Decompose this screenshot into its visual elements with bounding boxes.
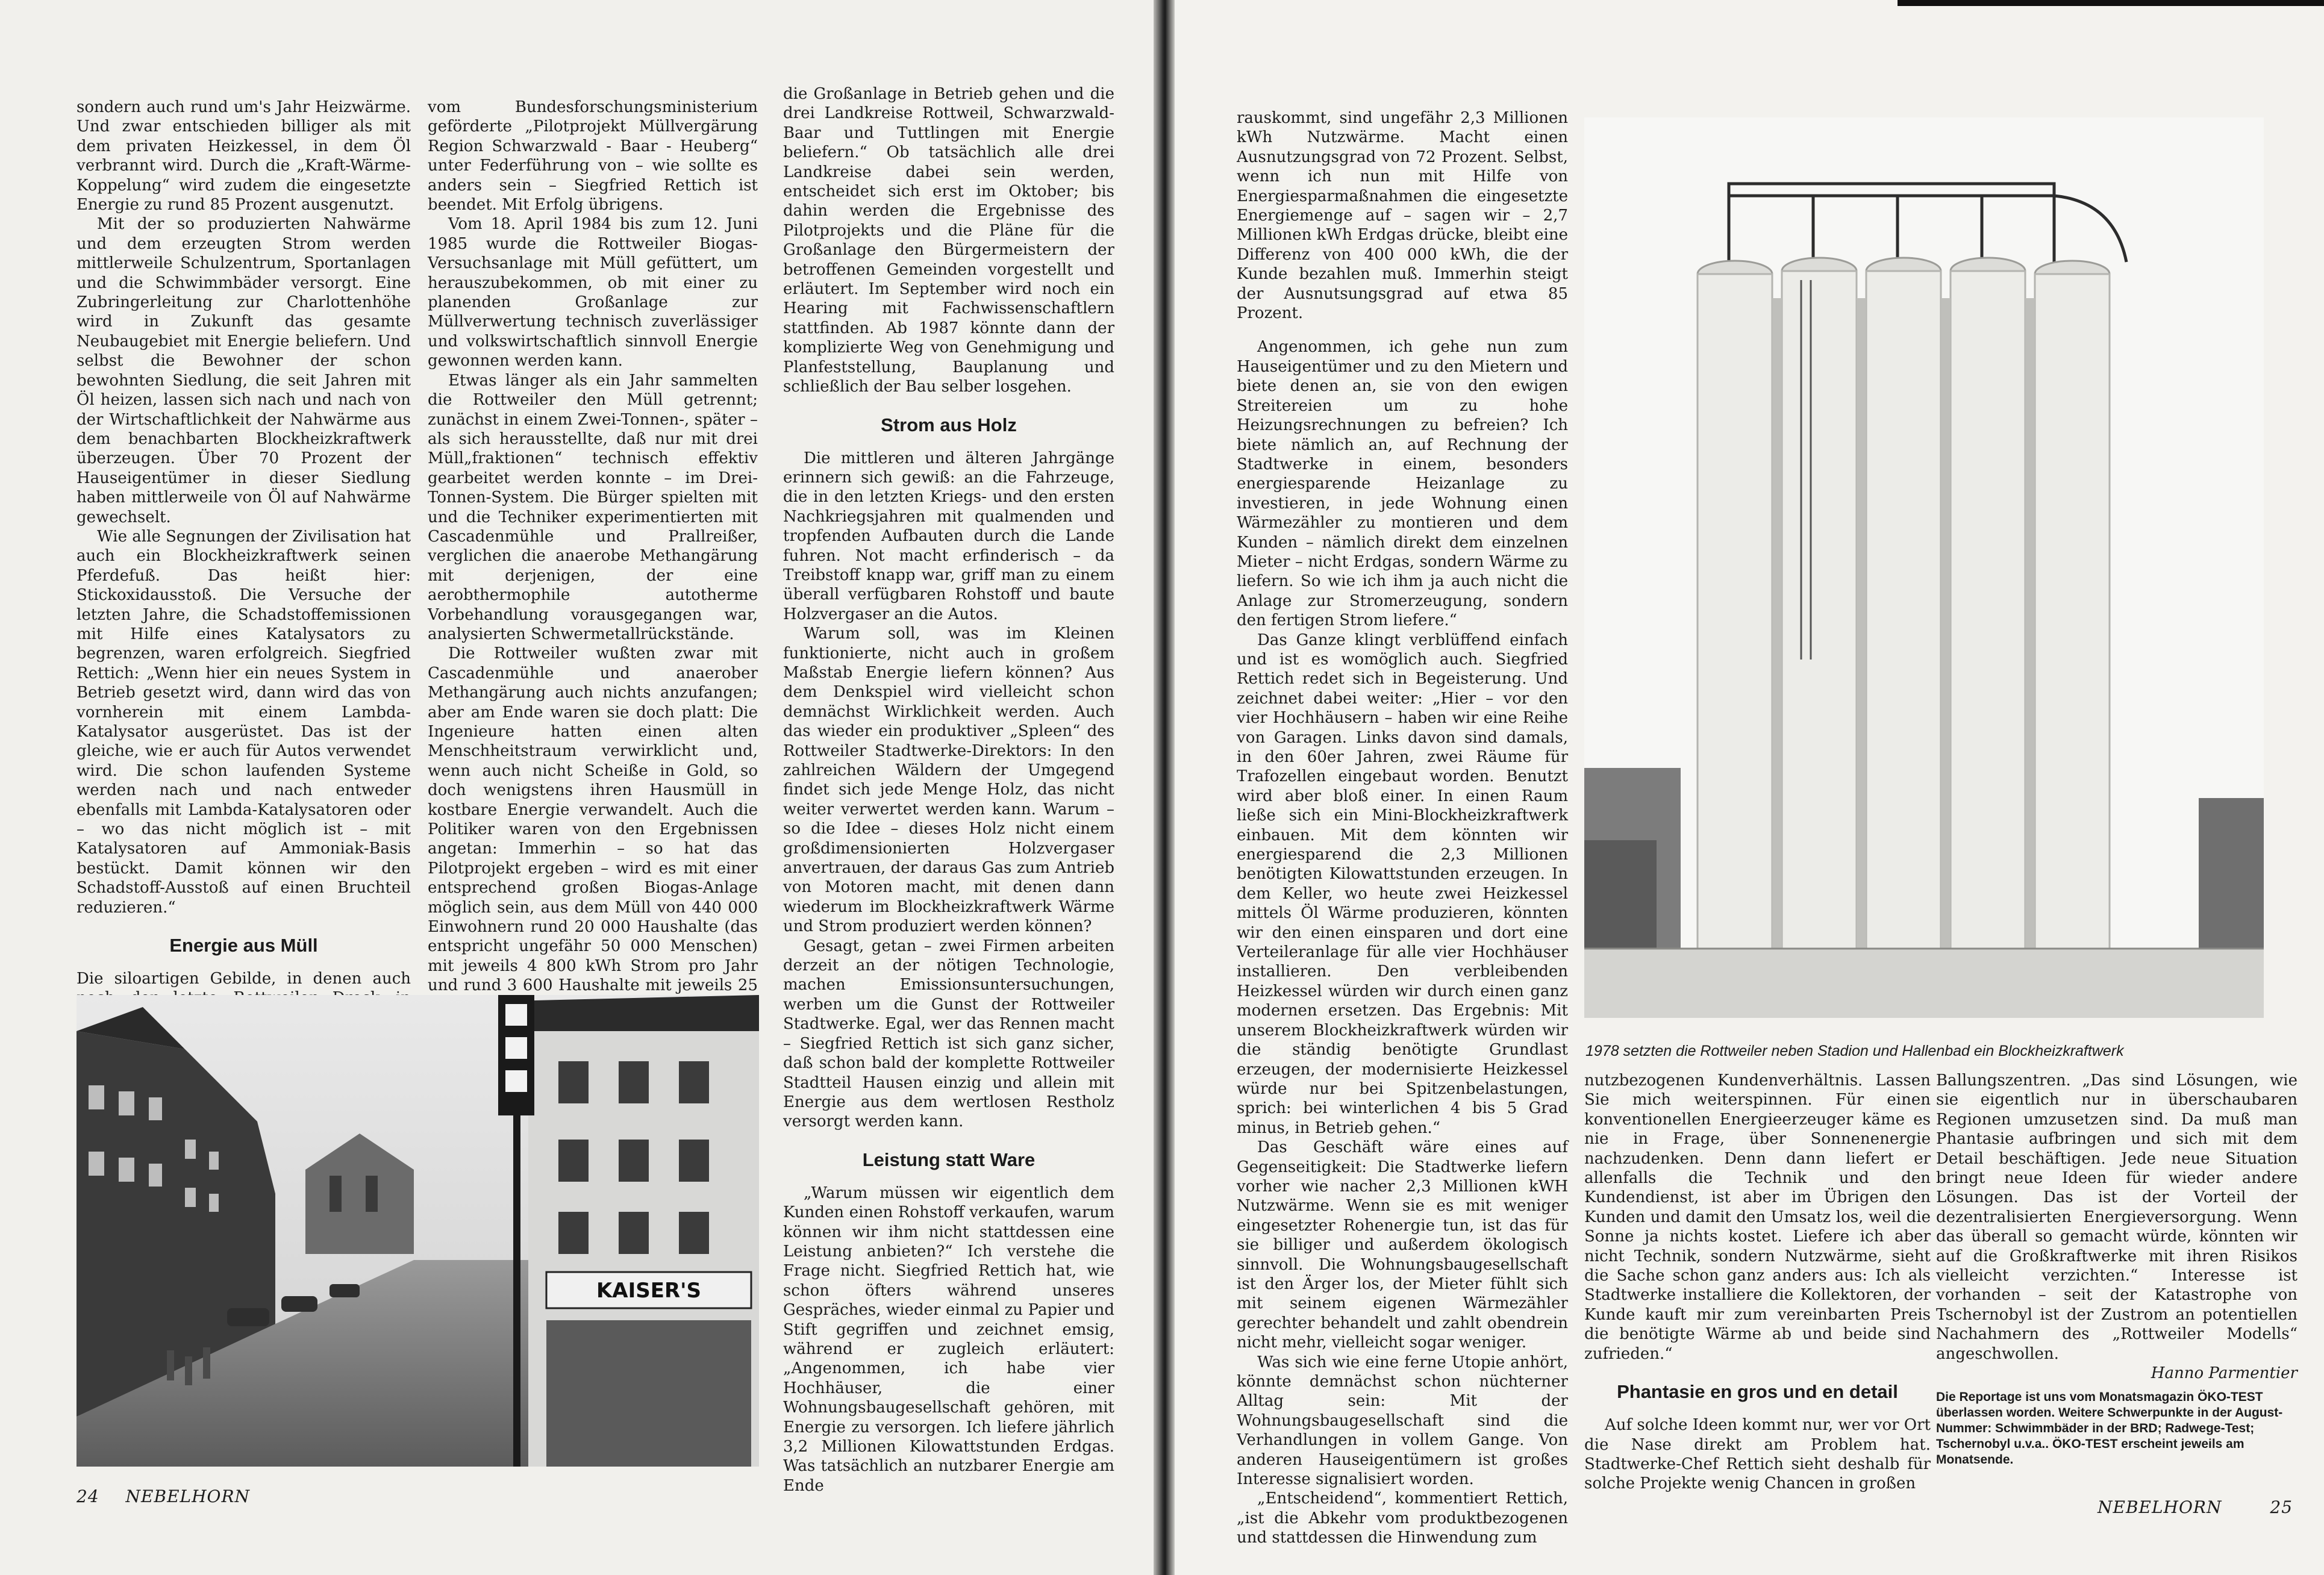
silo-photo [1584, 117, 2264, 1018]
paragraph: Vom 18. April 1984 bis zum 12. Juni 1985 wurde die Rottweiler Biogas-Versuchsanlage mit Müll gefüttert, um herauszubekommen, ob mit einer zu planenden Großanlage zur Müllverwertung technisch zuverlässiger und volkswirtschaftlich sinnvoll Energie gewonnen werden kann. [428, 215, 758, 370]
section-heading-holz: Strom aus Holz [881, 414, 1017, 435]
paragraph: nutzbezogenen Kundenverhältnis. Lassen Sie mich weiterspinnen. Für einen konventionellen Energieerzeuger käme es nie in Frage, über Sonnenenergie nachzudenken. Denn dann liefert er allenfalls die Technik und den Kundendienst, ist aber im Übrigen den Kunden und damit den Umsatz los, weil die Sonne ja nichts kostet. Liefere ich aber nicht Technik, sondern Nutzwärme, sieht die Sache schon ganz anders aus: Ich als Stadtwerke installiere die Kollektoren, der Kunde kauft mir zum vereinbarten Preis die benötigte Wärme ab und beide sind zufrieden.“ [1584, 1071, 1931, 1363]
left-page [0, 0, 1154, 1575]
paragraph: Ballungszentren. „Das sind Lösungen, wie sie eigentlich nur in überschaubaren Regionen umzusetzen sind. Da muß man Phantasie aufbringen und sich mit dem Detail beschäftigen. Jede neue Situation bringt neue Ideen für wieder andere Lösungen. Das ist der Vorteil der dezentralisierten Energieversorgung. Wenn das überall so gemacht würde, könnten wir auf die Großkraftwerke mit ihren Risikos vielleicht verzichten.“ Interesse ist vorhanden – seit der Katastrophe von Tschernobyl ist der Zustrom an potentiellen Nachahmern des „Rottweiler Modells“ angeschwollen. [1936, 1071, 2297, 1363]
paragraph: Das Ganze klingt verblüffend einfach und ist es womöglich auch. Siegfried Rettich redet sich in Begeisterung. Und zeichnet dabei weiter: „Hier – vor den vier Hochhäusern – haben wir eine Reihe von Garagen. Links davon sind damals, in den 60er Jahren, zwei Räume für Trafozellen eingebaut worden. Benutzt wird aber bloß einer. In einen Raum ließe sich ein Mini-Blockheizkraftwerk einbauen. Mit dem könnten wir energiesparend die 2,3 Millionen benötigten Kilowattstunden erzeugen. In dem Keller, wo heute zwei Heizkessel mittels Öl Wärme produzieren, könnten wir den einen einsparen und dort eine Verteileranlage für alle vier Hochhäuser installieren. Den verbleibenden Heizkessel würden wir durch einen ganz modernen ersetzen. Das Ergebnis: Mit unserem Blockheizkraftwerk würden wir die ständig benötigte Grundlast erzeugen, der modernisierte Heizkessel würde nur bei Spitzenbelastungen, sprich: bei winterlichen 4 bis 5 Grad minus, in Betrieb gehen.“ [1237, 631, 1568, 1137]
page-number: 25 [2270, 1497, 2293, 1517]
paragraph: Etwas länger als ein Jahr sammelten die Rottweiler den Müll getrennt; zunächst in einem Zwei-Tonnen-, später – als sich herausstellte, daß nur mit drei Müll„fraktionen“ technisch effektiv gearbeitet werden konnte – im Drei-Tonnen-System. Die Bürger spielten mit und die Techniker experimentierten mit Cascadenmühle und Prallreißer, verglichen die anaerobe Methangärung mit derjenigen, der eine aerobthermophile autotherme Vorbehandlung vorausgegangen war, analysierten Schwermetallrückstände. [428, 371, 758, 643]
reprint-note: Die Reportage ist uns vom Monatsmagazin ÖKO-TEST überlassen worden. Weitere Schwerpunkte in der August-Nummer: Schwimmbäder in der BRD; Radwege-Test; Tschernobyl u.v.a.. ÖKO-TEST erscheint jeweils am Monatsende. [1936, 1389, 2283, 1467]
paragraph: Was sich wie eine ferne Utopie anhört, könnte demnächst schon nüchterner Alltag sein: Mit der Wohnungsbaugesellschaft sind die Verhandlungen in vollem Gange. Von anderen Hauseigentümern ist großes Interesse signalisiert worden. [1237, 1353, 1568, 1489]
shop-sign-text: KAISER'S [596, 1279, 702, 1303]
section-heading-phantasie: Phantasie en gros und en detail [1617, 1381, 1898, 1403]
paragraph: Wie alle Segnungen der Zivilisation hat auch ein Blockheizkraftwerk seinen Pferdefuß. Das heißt hier: Stickoxidausstoß. Die Versuche der letzten Jahre, die Schadstoffemissionen mit Hilfe eines Katalysators zu begrenzen, waren erfolgreich. Siegfried Rettich: „Wenn hier ein neues System in Betrieb gesetzt wird, dann wird das von vornherein mit einem Lambda-Katalysator ausgerüstet. Das ist der gleiche, wie er auch für Autos verwendet wird. Die schon laufenden Systeme werden nach und nach entweder ebenfalls mit Lambda-Katalysatoren oder – wo das nicht möglich ist – mit Katalysatoren auf Ammoniak-Basis bestückt. Damit können wir den Schadstoff-Ausstoß auf einen Bruchteil reduzieren.“ [77, 527, 411, 917]
page-number: 24 [77, 1486, 99, 1506]
right-column-3 [1936, 1071, 2297, 1468]
paragraph: die Großanlage in Betrieb gehen und die drei Landkreise Rottweil, Schwarzwald-Baar und Tuttlingen mit Energie beliefern.“ Ob tatsächlich alle drei Landkreise dabei sein werden, entscheidet sich erst im Oktober; bis dahin werden die Ergebnisse des Pilotprojekts und die Pläne für die Großanlage den Bürgermeistern der betroffenen Gemeinden vorgestellt und erläutert. Im September wird noch ein Hearing mit Fachwissenschaftlern stattfinden. Ab 1987 könnte dann der komplizierte Weg von Genehmigung und Planfeststellung, Bauplanung und schließlich der Bau selber losgehen. [783, 85, 1114, 396]
paragraph: rauskommt, sind ungefähr 2,3 Millionen kWh Nutzwärme. Macht einen Ausnutzungsgrad von 72 Prozent. Selbst, wenn ich nun mit Hilfe von Energiesparmaßnahmen die eingesetzte Energiemenge auf – sagen wir – 2,7 Millionen kWh Erdgas drücke, bleibt eine Differenz von 400 000 kWh, die der Kunde bezahlen muß. Immerhin steigt der Ausnutsungsgrad auf etwa 85 Prozent. [1237, 109, 1568, 323]
left-column-3 [783, 84, 1114, 1495]
street-photo [77, 995, 759, 1467]
paragraph: „Warum müssen wir eigentlich dem Kunden einen Rohstoff verkaufen, warum können wir ihm nicht stattdessen eine Leistung anbieten?“ Ich verstehe die Frage nicht. Siegfried Rettich hat, wie schon öfters während unseres Gespräches, wieder einmal zu Papier und Stift gegriffen und zeichnet emsig, während er zugleich erläutert: „Angenommen, ich habe vier Hochhäuser, die einer Wohnungsbaugesellschaft gehören, mit Energie zu versorgen. Ich liefere jährlich 3,2 Millionen Kilowattstunden Erdgas. Was tatsächlich an nutzbarer Energie am Ende [783, 1184, 1114, 1495]
top-edge-bar [1898, 0, 2324, 6]
right-folio [2098, 1497, 2293, 1517]
paragraph: „Entscheidend“, kommentiert Rettich, „ist die Abkehr vom produktbezogenen und stattdessen die Hinwendung zum [1237, 1489, 1568, 1547]
author-signature: Hanno Parmentier [2151, 1364, 2297, 1383]
paragraph: Warum soll, was im Kleinen funktionierte, nicht auch in großem Maßstab Energie liefern können? Aus dem Denkspiel wird vielleicht schon demnächst Wirklichkeit werden. Auch das wieder ein produktiver „Spleen“ des Rottweiler Stadtwerke-Direktors: In den zahlreichen Wäldern der Umgegend findet sich jede Menge Holz, das nicht weiter verwertet werden kann. Warum – so die Idee – dieses Holz nicht einem großdimensionierten Holzvergaser anvertrauen, der daraus Gas zum Antrieb von Motoren macht, mit denen dann wiederum im Blockheizkraftwerk Wärme und Strom produziert werden können? [783, 625, 1114, 936]
paragraph: Auf solche Ideen kommt nur, wer vor Ort die Nase direkt am Problem hat. Stadtwerke-Chef Rettich sieht deshalb für solche Projekte wenig Chancen in großen [1584, 1416, 1931, 1493]
paragraph: sondern auch rund um's Jahr Heizwärme. Und zwar entschieden billiger als mit dem privaten Heizkessel, in dem Öl verbrannt wird. Durch die „Kraft-Wärme-Koppelung“ wird zudem die eingesetzte Energie zu rund 85 Prozent ausgenutzt. [77, 98, 411, 214]
photo-caption: 1978 setzten die Rottweiler neben Stadion und Hallenbad ein Blockheizkraftwerk [1585, 1043, 2124, 1059]
paragraph: Gesagt, getan – zwei Firmen arbeiten derzeit an der nötigen Technologie, machen Emissionsuntersuchungen, werben um die Gunst der Rottweiler Stadtwerke. Egal, wer das Rennen macht – Siegfried Rettich ist sich ganz sicher, daß schon bald der komplette Rottweiler Stadtteil Hausen einzig und allein mit Energie aus dem wertlosen Restholz versorgt werden kann. [783, 937, 1114, 1131]
book-gutter [1154, 0, 1175, 1575]
paragraph: vom Bundesforschungsministerium geförderte „Pilotprojekt Müllvergärung Region Schwarzwald - Baar - Heuberg“ unter Federführung von – wie sollte es anders sein – Siegfried Rettich ist beendet. Mit Erfolg übrigens. [428, 98, 758, 214]
street-photo-image [77, 995, 759, 1467]
paragraph: Die mittleren und älteren Jahrgänge erinnern sich gewiß: an die Fahrzeuge, die in den letzten Kriegs- und den ersten Nachkriegsjahren mit qualmenden und tropfenden Aufbauten durch die Lande fuhren. Not macht erfinderisch – da Treibstoff knapp war, griff man zu einem überall verfügbaren Rohstoff und baute Holzvergaser an die Autos. [783, 449, 1114, 623]
magazine-title: NEBELHORN [125, 1486, 251, 1506]
right-page [1175, 0, 2324, 1575]
right-column-1 [1237, 108, 1568, 1548]
magazine-title: NEBELHORN [2098, 1497, 2222, 1517]
right-column-2 [1584, 1071, 1931, 1494]
section-heading-energie: Energie aus Müll [169, 935, 318, 956]
silo-photo-image [1584, 117, 2264, 1018]
left-column-2 [428, 98, 758, 1054]
paragraph: Mit der so produzierten Nahwärme und dem erzeugten Strom werden mittlerweile Schulzentrum, Sportanlagen und die Schwimmbäder versorgt. Eine Zubringerleitung zur Charlottenhöhe wird in Zukunft das gesamte Neubaugebiet mit Energie beliefern. Und selbst die Bewohner der schon bewohnten Siedlung, die seit Jahren mit Öl heizen, lassen sich nach und nach von der Wirtschaftlichkeit der Nahwärme aus dem benachbarten Blockheizkraftwerk überzeugen. Über 70 Prozent der Hauseigentümer in dieser Siedlung haben mittlerweile von Öl auf Nahwärme gewechselt. [77, 215, 411, 526]
left-column-1 [77, 98, 411, 1067]
left-folio [77, 1486, 250, 1506]
paragraph: Die siloartigen Gebilde, in denen auch [77, 970, 411, 988]
paragraph: Angenommen, ich gehe nun zum Hauseigentümer und zu den Mietern und biete denen an, sie von den ewigen Streitereien um zu hohe Heizungsrechnungen zu befreien? Ich biete nämlich an, auf Rechnung der Stadtwerke in einem, besonders energiesparende Heizanlage zu investieren, in jede Wohnung einen Wärmezähler zu montieren und dem Kunden – nämlich direkt dem einzelnen Mieter – nicht Erdgas, sondern Wärme zu liefern. So wie ich ihm ja auch nicht die Anlage zur Stromerzeugung, sondern den fertigen Strom liefere.“ [1237, 338, 1568, 630]
paragraph: Das Geschäft wäre eines auf Gegenseitigkeit: Die Stadtwerke liefern vorher wie nacher 2,3 Millionen kWH Nutzwärme. Wenn sie es mit weniger eingesetzter Rohenergie tun, ist das für sie billiger und außerdem ökologisch sinnvoll. Die Wohnungsbaugesellschaft ist den Ärger los, der Mieter fühlt sich mit seinem eigenen Wärmezähler gerechter behandelt und zahlt obendrein nicht mehr, vielleicht sogar weniger. [1237, 1138, 1568, 1352]
section-heading-leistung: Leistung statt Ware [862, 1149, 1035, 1170]
paragraph: Die Rottweiler wußten zwar mit Cascadenmühle und anaerober Methangärung auch nichts anzufangen; aber am Ende waren sie doch platt: Die Ingenieure hatten einen alten Menschheitstraum verwirklicht und, wenn auch nicht Scheiße in Gold, so doch wenigstens ihren Hausmüll in kostbare Energie verwandelt. Auch die Politiker waren von den Ergebnissen angetan: Immerhin – so hat das Pilotprojekt ergeben – wird es mit einer entsprechend großen Biogas-Anlage möglich sein, aus dem Müll von 440 000 Einwohnern rund 20 000 Haushalte (das entspricht ungefähr 50 000 Menschen) mit jeweils 4 800 kWh Strom pro Jahr und rund 3 600 Haushalte mit jeweils 25 [428, 644, 758, 995]
